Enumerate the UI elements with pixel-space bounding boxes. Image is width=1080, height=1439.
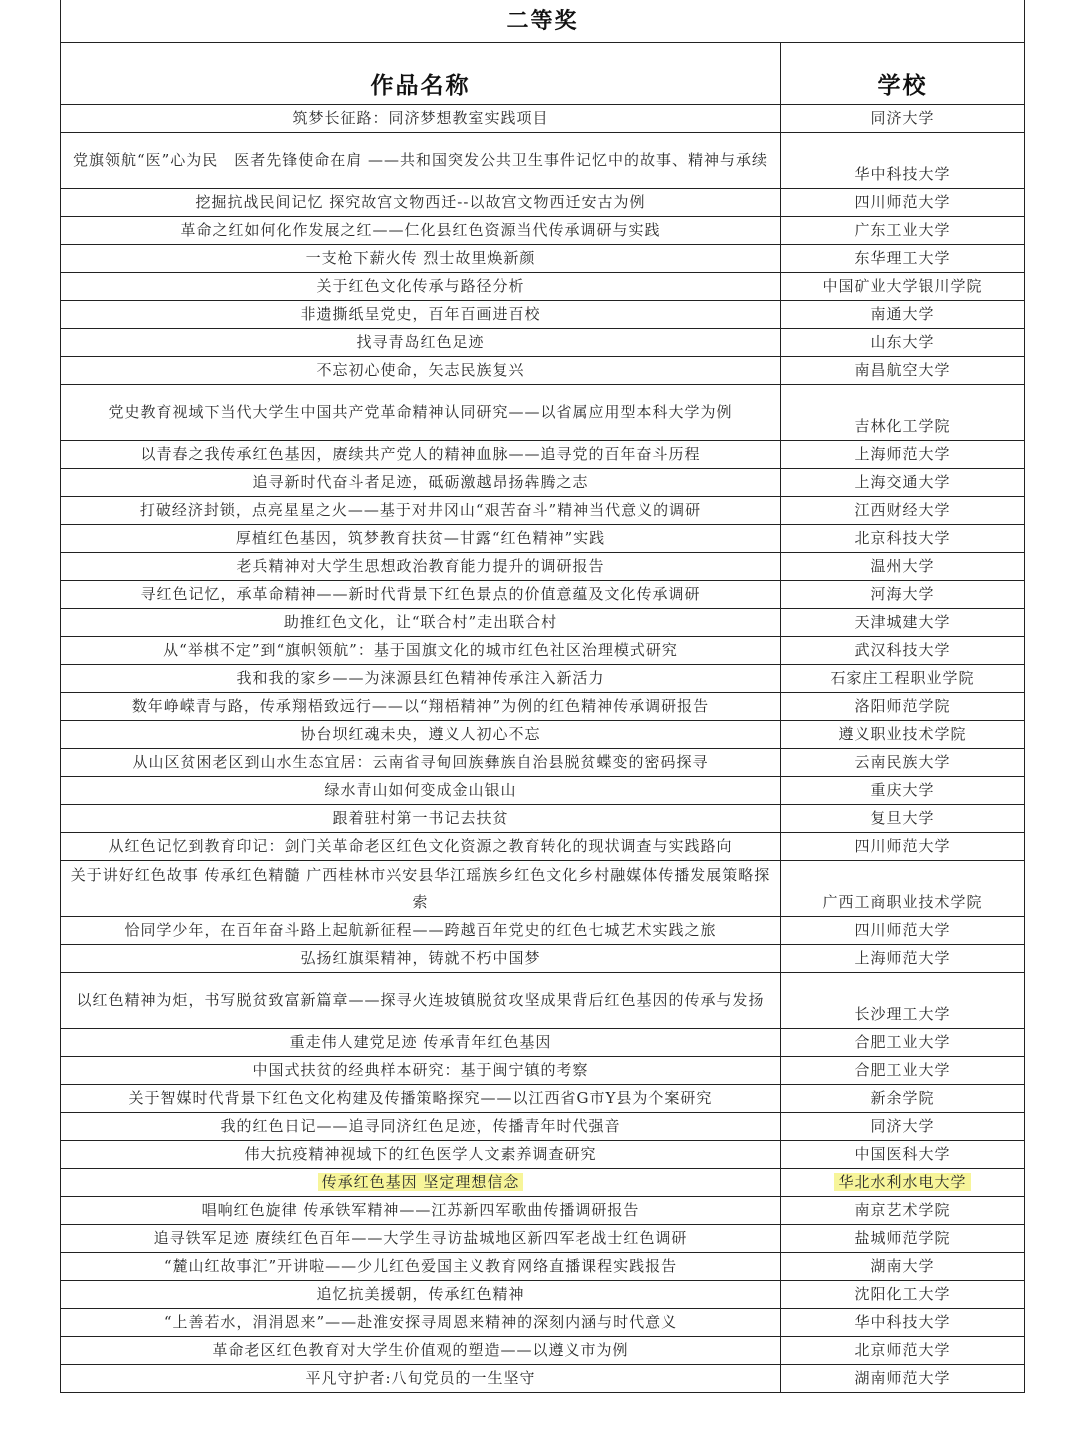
work-title-cell (61, 301, 781, 329)
school-name: 天津城建大学 (854, 613, 951, 631)
table-row (61, 301, 1025, 329)
work-title-cell (61, 917, 781, 945)
school-cell (781, 581, 1025, 609)
table-row (61, 945, 1025, 973)
school-name: 广西工商职业技术学院 (822, 893, 983, 911)
work-title: “麓山红故事汇”开讲啦——少儿红色爱国主义教育网络直播课程实践报告 (163, 1257, 678, 1275)
award-sheet (60, 0, 1025, 1439)
school-name: 新余学院 (870, 1089, 935, 1107)
school-cell (781, 189, 1025, 217)
school-cell (781, 217, 1025, 245)
school-cell (781, 1057, 1025, 1085)
work-title: 追寻新时代奋斗者足迹，砥砺激越昂扬犇腾之志 (252, 473, 589, 491)
school-name: 同济大学 (870, 109, 935, 127)
work-title: 关于红色文化传承与路径分析 (316, 277, 525, 295)
work-title-cell (61, 133, 781, 189)
school-cell (781, 133, 1025, 189)
work-title-cell (61, 973, 781, 1029)
school-name: 上海师范大学 (854, 445, 951, 463)
school-cell (781, 357, 1025, 385)
school-name: 上海交通大学 (854, 473, 951, 491)
school-cell (781, 945, 1025, 973)
work-title-cell (61, 329, 781, 357)
table-row (61, 525, 1025, 553)
work-title: 挖掘抗战民间记忆 探究故宫文物西迁--以故宫文物西迁安古为例 (195, 193, 646, 211)
work-title: 绿水青山如何变成金山银山 (324, 781, 517, 799)
table-row (61, 721, 1025, 749)
school-name: 南京艺术学院 (854, 1201, 951, 1219)
work-title: 数年峥嵘青与路，传承翔梧致远行——以“翔梧精神”为例的红色精神传承调研报告 (131, 697, 710, 715)
table-row (61, 189, 1025, 217)
work-title-cell (61, 217, 781, 245)
school-name: 合肥工业大学 (854, 1033, 951, 1051)
table-row (61, 497, 1025, 525)
school-name: 江西财经大学 (854, 501, 951, 519)
work-title-cell (61, 1365, 781, 1393)
school-cell (781, 1113, 1025, 1141)
work-title-cell (61, 385, 781, 441)
work-title-cell (61, 1029, 781, 1057)
school-name: 广东工业大学 (854, 221, 951, 239)
school-name: 重庆大学 (870, 781, 935, 799)
school-cell (781, 441, 1025, 469)
work-title-cell (61, 1281, 781, 1309)
work-title-cell (61, 1141, 781, 1169)
school-name: 山东大学 (870, 333, 935, 351)
school-cell (781, 693, 1025, 721)
work-title-cell (61, 1309, 781, 1337)
school-cell (781, 721, 1025, 749)
work-title-cell (61, 469, 781, 497)
school-cell (781, 497, 1025, 525)
school-name: 复旦大学 (870, 809, 935, 827)
school-name: 南通大学 (870, 305, 935, 323)
work-title-cell (61, 581, 781, 609)
school-name: 中国矿业大学银川学院 (822, 277, 983, 295)
work-title-cell (61, 189, 781, 217)
table-row (61, 1253, 1025, 1281)
table-row (61, 833, 1025, 861)
work-title-cell (61, 273, 781, 301)
school-cell (781, 833, 1025, 861)
table-row (61, 217, 1025, 245)
table-row (61, 1169, 1025, 1197)
work-title: 打破经济封锁，点亮星星之火——基于对井冈山“艰苦奋斗”精神当代意义的调研 (139, 501, 702, 519)
school-name: 华中科技大学 (854, 1313, 951, 1331)
work-title: 寻红色记忆，承革命精神——新时代背景下红色景点的价值意蕴及文化传承调研 (140, 585, 701, 603)
work-title-cell (61, 105, 781, 133)
work-title: 我的红色日记——追寻同济红色足迹，传播青年时代强音 (220, 1117, 621, 1135)
table-row (61, 357, 1025, 385)
school-cell (781, 1281, 1025, 1309)
school-cell (781, 1085, 1025, 1113)
work-title: 找寻青岛红色足迹 (356, 333, 485, 351)
school-name: 河海大学 (870, 585, 935, 603)
school-cell (781, 1225, 1025, 1253)
school-name: 中国医科大学 (854, 1145, 951, 1163)
table-row (61, 917, 1025, 945)
school-name: 四川师范大学 (854, 921, 951, 939)
school-name: 四川师范大学 (854, 193, 951, 211)
school-name: 北京科技大学 (854, 529, 951, 547)
work-title: 不忘初心使命，矢志民族复兴 (316, 361, 525, 379)
school-cell (781, 329, 1025, 357)
school-cell (781, 1197, 1025, 1225)
work-title: “上善若水，涓涓恩来”——赴淮安探寻周恩来精神的深刻内涵与时代意义 (163, 1313, 678, 1331)
school-name: 湖南大学 (870, 1257, 935, 1275)
school-cell (781, 917, 1025, 945)
work-title-cell (61, 497, 781, 525)
work-title-cell (61, 553, 781, 581)
work-title-cell (61, 749, 781, 777)
school-name: 石家庄工程职业学院 (830, 669, 975, 687)
work-title-cell (61, 833, 781, 861)
work-title-cell (61, 1337, 781, 1365)
school-name: 北京师范大学 (854, 1341, 951, 1359)
school-cell (781, 749, 1025, 777)
table-row (61, 973, 1025, 1029)
table-row (61, 105, 1025, 133)
school-name: 长沙理工大学 (854, 1005, 951, 1023)
school-cell (781, 553, 1025, 581)
work-title: 革命之红如何化作发展之红——仁化县红色资源当代传承调研与实践 (180, 221, 661, 239)
work-title-cell (61, 665, 781, 693)
school-cell (781, 805, 1025, 833)
table-row (61, 1029, 1025, 1057)
work-title-cell (61, 609, 781, 637)
work-title: 革命老区红色教育对大学生价值观的塑造——以遵义市为例 (212, 1341, 629, 1359)
table-row (61, 693, 1025, 721)
work-title-cell (61, 945, 781, 973)
school-cell (781, 385, 1025, 441)
work-title: 弘扬红旗渠精神，铸就不朽中国梦 (300, 949, 541, 967)
work-title-cell (61, 693, 781, 721)
school-cell (781, 1337, 1025, 1365)
school-cell (781, 105, 1025, 133)
school-cell (781, 973, 1025, 1029)
table-row (61, 777, 1025, 805)
school-name: 遵义职业技术学院 (838, 725, 967, 743)
school-name: 洛阳师范学院 (854, 697, 951, 715)
work-title: 关于智媒时代背景下红色文化构建及传播策略探究——以江西省G市Y县为个案研究 (128, 1089, 713, 1107)
school-name: 同济大学 (870, 1117, 935, 1135)
table-row (61, 1365, 1025, 1393)
work-title-cell (61, 1169, 781, 1197)
school-cell (781, 637, 1025, 665)
work-title: 助推红色文化，让“联合村”走出联合村 (283, 613, 558, 631)
school-cell (781, 861, 1025, 917)
work-title: 恰同学少年，在百年奋斗路上起航新征程——跨越百年党史的红色七城艺术实践之旅 (124, 921, 717, 939)
work-title-cell (61, 441, 781, 469)
work-title: 筑梦长征路：同济梦想教室实践项目 (292, 109, 549, 127)
column-header-school: 学校 (781, 43, 1025, 105)
school-name: 上海师范大学 (854, 949, 951, 967)
table-row (61, 1085, 1025, 1113)
school-name: 吉林化工学院 (854, 417, 951, 435)
school-name: 南昌航空大学 (854, 361, 951, 379)
work-title: 唱响红色旋律 传承铁军精神——江苏新四军歌曲传播调研报告 (201, 1201, 640, 1219)
table-row (61, 1141, 1025, 1169)
work-title: 平凡守护者:八旬党员的一生坚守 (305, 1369, 536, 1387)
table-row (61, 1281, 1025, 1309)
section-title: 二等奖 (61, 0, 1025, 43)
school-name: 合肥工业大学 (854, 1061, 951, 1079)
work-title: 跟着驻村第一书记去扶贫 (332, 809, 509, 827)
table-row (61, 273, 1025, 301)
column-header-work: 作品名称 (61, 43, 781, 105)
school-cell (781, 1169, 1025, 1197)
table-row (61, 1113, 1025, 1141)
work-title-cell (61, 861, 781, 917)
work-title: 非遗撕纸呈党史，百年百画进百校 (300, 305, 541, 323)
work-title: 以青春之我传承红色基因，赓续共产党人的精神血脉——追寻党的百年奋斗历程 (140, 445, 701, 463)
work-title: 从山区贫困老区到山水生态宜居：云南省寻甸回族彝族自治县脱贫蝶变的密码探寻 (132, 753, 709, 771)
work-title: 伟大抗疫精神视域下的红色医学人文素养调查研究 (244, 1145, 597, 1163)
work-title: 中国式扶贫的经典样本研究：基于闽宁镇的考察 (252, 1061, 589, 1079)
table-row (61, 553, 1025, 581)
school-name: 四川师范大学 (854, 837, 951, 855)
school-cell (781, 1029, 1025, 1057)
work-title: 党旗领航“医”心为民 医者先锋使命在肩 ——共和国突发公共卫生事件记忆中的故事、精神与承续 (72, 151, 769, 169)
table-row (61, 637, 1025, 665)
school-name: 盐城师范学院 (854, 1229, 951, 1247)
work-title-cell (61, 1197, 781, 1225)
work-title-cell (61, 525, 781, 553)
table-row (61, 609, 1025, 637)
work-title-cell (61, 805, 781, 833)
school-cell (781, 1309, 1025, 1337)
work-title-cell (61, 1113, 781, 1141)
table-row (61, 805, 1025, 833)
work-title-cell (61, 1225, 781, 1253)
work-title-cell (61, 1085, 781, 1113)
school-cell (781, 665, 1025, 693)
school-cell (781, 273, 1025, 301)
school-cell (781, 777, 1025, 805)
work-title: 厚植红色基因，筑梦教育扶贫—甘露“红色精神”实践 (235, 529, 606, 547)
school-name: 华中科技大学 (854, 165, 951, 183)
work-title: 从红色记忆到教育印记：剑门关革命老区红色文化资源之教育转化的现状调查与实践路向 (108, 837, 733, 855)
table-row (61, 1225, 1025, 1253)
work-title-cell (61, 1057, 781, 1085)
school-cell (781, 1141, 1025, 1169)
work-title-cell (61, 721, 781, 749)
table-row (61, 861, 1025, 917)
school-name: 云南民族大学 (854, 753, 951, 771)
table-row (61, 469, 1025, 497)
table-row (61, 1057, 1025, 1085)
work-title: 一支枪下薪火传 烈士故里焕新颜 (305, 249, 536, 267)
table-row (61, 665, 1025, 693)
table-row (61, 749, 1025, 777)
table-row (61, 385, 1025, 441)
work-title: 重走伟人建党足迹 传承青年红色基因 (289, 1033, 552, 1051)
table-row (61, 581, 1025, 609)
table-row (61, 1337, 1025, 1365)
school-cell (781, 301, 1025, 329)
work-title-cell (61, 777, 781, 805)
school-cell (781, 469, 1025, 497)
school-cell (781, 1365, 1025, 1393)
school-name: 温州大学 (870, 557, 935, 575)
school-name: 武汉科技大学 (854, 641, 951, 659)
award-table (60, 0, 1025, 1393)
table-row (61, 441, 1025, 469)
work-title-cell (61, 357, 781, 385)
work-title: 追忆抗美援朝，传承红色精神 (316, 1285, 525, 1303)
award-table-body (61, 105, 1025, 1393)
school-name: 东华理工大学 (854, 249, 951, 267)
work-title-cell (61, 637, 781, 665)
work-title: 协台坝红魂未央，遵义人初心不忘 (300, 725, 541, 743)
school-cell (781, 609, 1025, 637)
school-name: 湖南师范大学 (854, 1369, 951, 1387)
school-cell (781, 525, 1025, 553)
table-row (61, 329, 1025, 357)
school-cell (781, 245, 1025, 273)
work-title: 以红色精神为炬，书写脱贫致富新篇章——探寻火连坡镇脱贫攻坚成果背后红色基因的传承与发扬 (76, 991, 765, 1009)
work-title: 从“举棋不定”到“旗帜领航”：基于国旗文化的城市红色社区治理模式研究 (163, 641, 678, 659)
work-title: 老兵精神对大学生思想政治教育能力提升的调研报告 (236, 557, 605, 575)
table-row (61, 1309, 1025, 1337)
school-name: 华北水利水电大学 (834, 1173, 970, 1191)
work-title: 党史教育视域下当代大学生中国共产党革命精神认同研究——以省属应用型本科大学为例 (108, 403, 733, 421)
school-cell (781, 1253, 1025, 1281)
table-row (61, 133, 1025, 189)
work-title-cell (61, 1253, 781, 1281)
work-title: 我和我的家乡——为涞源县红色精神传承注入新活力 (236, 669, 605, 687)
school-name: 沈阳化工大学 (854, 1285, 951, 1303)
work-title: 追寻铁军足迹 赓续红色百年——大学生寻访盐城地区新四军老战士红色调研 (153, 1229, 688, 1247)
table-row (61, 1197, 1025, 1225)
work-title: 关于讲好红色故事 传承红色精髓 广西桂林市兴安县华江瑶族乡红色文化乡村融媒体传播发展策略探索 (70, 865, 771, 911)
work-title: 传承红色基因 坚定理想信念 (318, 1173, 524, 1191)
work-title-cell (61, 245, 781, 273)
table-row (61, 245, 1025, 273)
